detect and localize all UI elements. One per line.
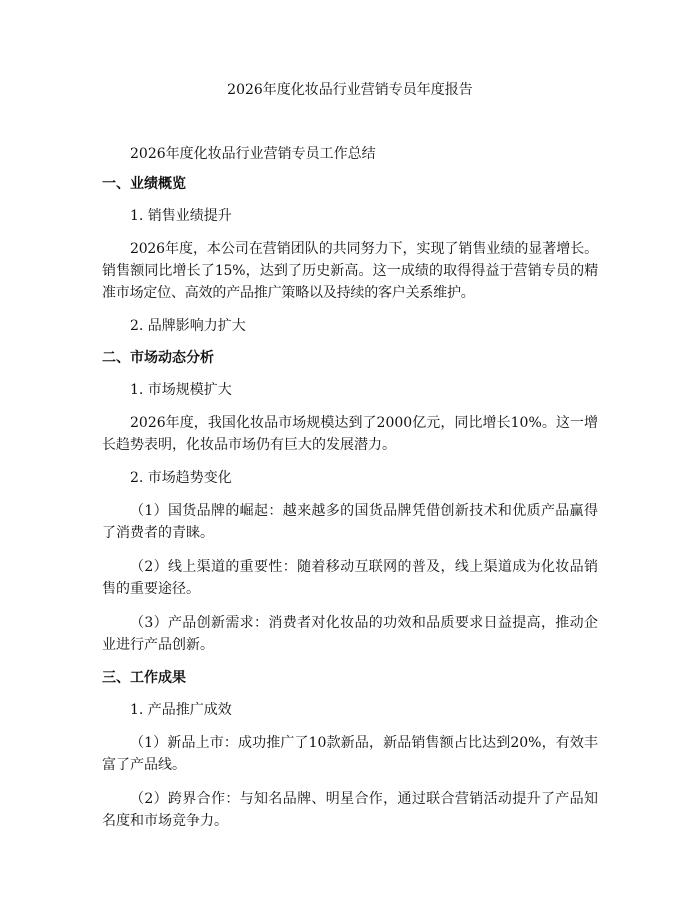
subsection-heading: 2. 市场趋势变化 [130, 470, 232, 486]
section-performance-overview [102, 174, 598, 336]
paragraph: （1）新品上市：成功推广了10款新品，新品销售额占比达到20%，有效丰富了产品线。 [102, 735, 598, 773]
subsection-heading: 1. 市场规模扩大 [130, 382, 232, 398]
paragraph: 2026年度，我国化妆品市场规模达到了2000亿元，同比增长10%。这一增长趋势表明，化妆品市场仍有巨大的发展潜力。 [102, 415, 598, 453]
subsection-heading: 1. 销售业绩提升 [130, 208, 232, 224]
subsection-heading: 1. 产品推广成效 [130, 702, 232, 718]
paragraph: 2026年度，本公司在营销团队的共同努力下，实现了销售业绩的显著增长。销售额同比增长了15%，达到了历史新高。这一成绩的取得得益于营销专员的精准市场定位、高效的产品推广策略以及持续的客户关系维护。 [102, 241, 598, 301]
subsection-heading: 2. 品牌影响力扩大 [130, 318, 246, 334]
paragraph: （1）国货品牌的崛起：越来越多的国货品牌凭借创新技术和优质产品赢得了消费者的青睐。 [102, 503, 598, 541]
paragraph: （2）线上渠道的重要性：随着移动互联网的普及，线上渠道成为化妆品销售的重要途径。 [102, 559, 598, 597]
document-title: 2026年度化妆品行业营销专员年度报告 [227, 82, 473, 98]
document-body [102, 174, 598, 844]
paragraph: （2）跨界合作：与知名品牌、明星合作，通过联合营销活动提升了产品知名度和市场竞争力。 [102, 791, 598, 829]
section-market-analysis [102, 348, 598, 656]
section-heading: 一、业绩概览 [102, 176, 186, 192]
section-heading: 二、市场动态分析 [102, 350, 214, 366]
section-work-results [102, 668, 598, 832]
paragraph: （3）产品创新需求：消费者对化妆品的功效和品质要求日益提高，推动企业进行产品创新。 [102, 615, 598, 653]
document-subtitle: 2026年度化妆品行业营销专员工作总结 [130, 146, 376, 162]
section-heading: 三、工作成果 [102, 670, 186, 686]
